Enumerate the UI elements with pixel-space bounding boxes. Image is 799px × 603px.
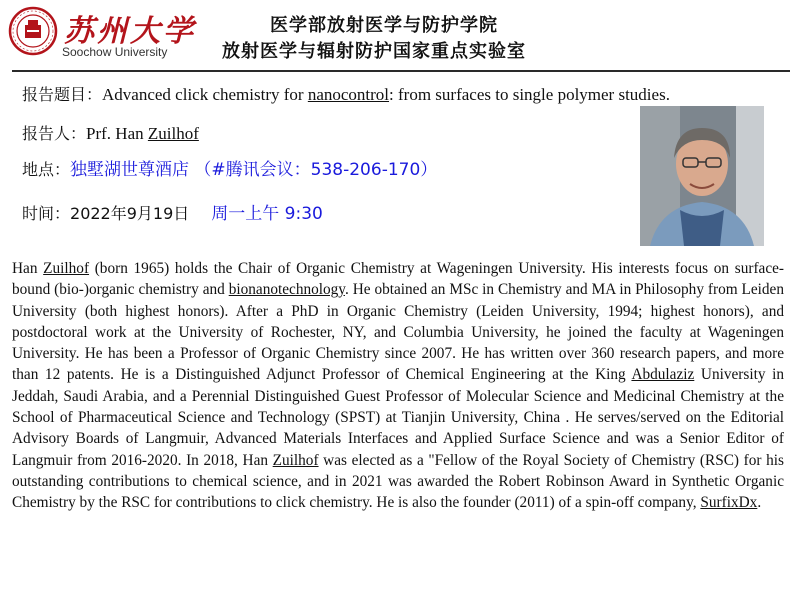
talk-title-label: 报告题目：: [22, 85, 103, 104]
talk-title-part: Advanced click chemistry for: [102, 85, 308, 104]
time-label: 时间：: [22, 204, 71, 223]
time-value: 周一上午 9:30: [211, 204, 323, 224]
speaker-photo: [640, 106, 764, 246]
speaker-name-prefix: Prf. Han: [86, 124, 148, 143]
speaker-name: [86, 124, 199, 143]
bio-term: Abdulaziz: [631, 366, 695, 384]
bio-text: (born 1965) holds the Chair of Organic Chemistry at Wageningen University. His interests focus on surface-bound (bio-)organic chemistry and: [12, 260, 784, 299]
bio-name: Zuilhof: [43, 260, 90, 277]
department-name: 医学部放射医学与防护学院: [270, 15, 498, 36]
venue-row: [22, 155, 437, 180]
bio-company: SurfixDx: [700, 494, 758, 512]
bio-text: Han: [12, 260, 44, 277]
time-date: 2022年9月19日: [70, 204, 190, 223]
header-divider: [12, 70, 790, 72]
time-row: [22, 199, 323, 224]
talk-title-keyword: nanocontrol: [307, 85, 390, 104]
bio-text: was elected as a "Fellow of the Royal Society of Chemistry (RSC) for his outstanding contributions to chemical science, and in 2021 was awarded the Robert Robinson Award in Synthetic Organic Chemistry by the RSC for contributions to click chemistry. He is also the founder (2011) of a spin-off company,: [12, 451, 784, 512]
talk-title: [102, 85, 670, 104]
talk-title-row: [22, 82, 670, 105]
venue-label: 地点：: [22, 160, 71, 179]
speaker-row: [22, 121, 199, 144]
talk-title-part: : from surfaces to single polymer studies.: [389, 85, 670, 104]
speaker-bio: [12, 258, 784, 514]
venue-value: 独墅湖世尊酒店 （#腾讯会议：538-206-170）: [70, 160, 438, 180]
university-logo-name: 苏州大学: [64, 14, 196, 49]
speaker-label: 报告人：: [22, 124, 87, 143]
bio-text: . He obtained an MSc in Chemistry and MA in Philosophy from Leiden University (both highest honors). After a PhD in Organic Chemistry (Leiden University, 1994; highest honors), and postdoctoral work at the University of Rochester, NY, and Columbia University, he joined the faculty at Wageningen University. He has been a Professor of Organic Chemistry since 2007. He has written over 360 research papers, and more than 12 patents. He is a Distinguished Adjunct Professor of Chemical Engineering at the King: [12, 281, 784, 384]
university-english-name: Soochow University: [62, 45, 168, 59]
bio-name: Zuilhof: [272, 451, 319, 469]
speaker-surname: Zuilhof: [147, 124, 199, 143]
bio-text: .: [757, 494, 762, 512]
bio-text: University in Jeddah, Saudi Arabia, and a Perennial Distinguished Guest Professor of Molecular Science and Medicinal Chemistry at the School of Pharmaceutical Science and Technology (SPST) at Tianjin University, China . He serves/served on the Editorial Advisory Boards of Langmuir, Advanced Materials Interfaces and Applied Surface Science and was a Senior Editor of Langmuir from 2016-2020. In 2018, Han: [12, 366, 784, 469]
laboratory-name: 放射医学与辐射防护国家重点实验室: [222, 41, 526, 62]
bio-term: bionanotechnology: [228, 281, 345, 299]
university-seal-icon: [8, 6, 58, 56]
